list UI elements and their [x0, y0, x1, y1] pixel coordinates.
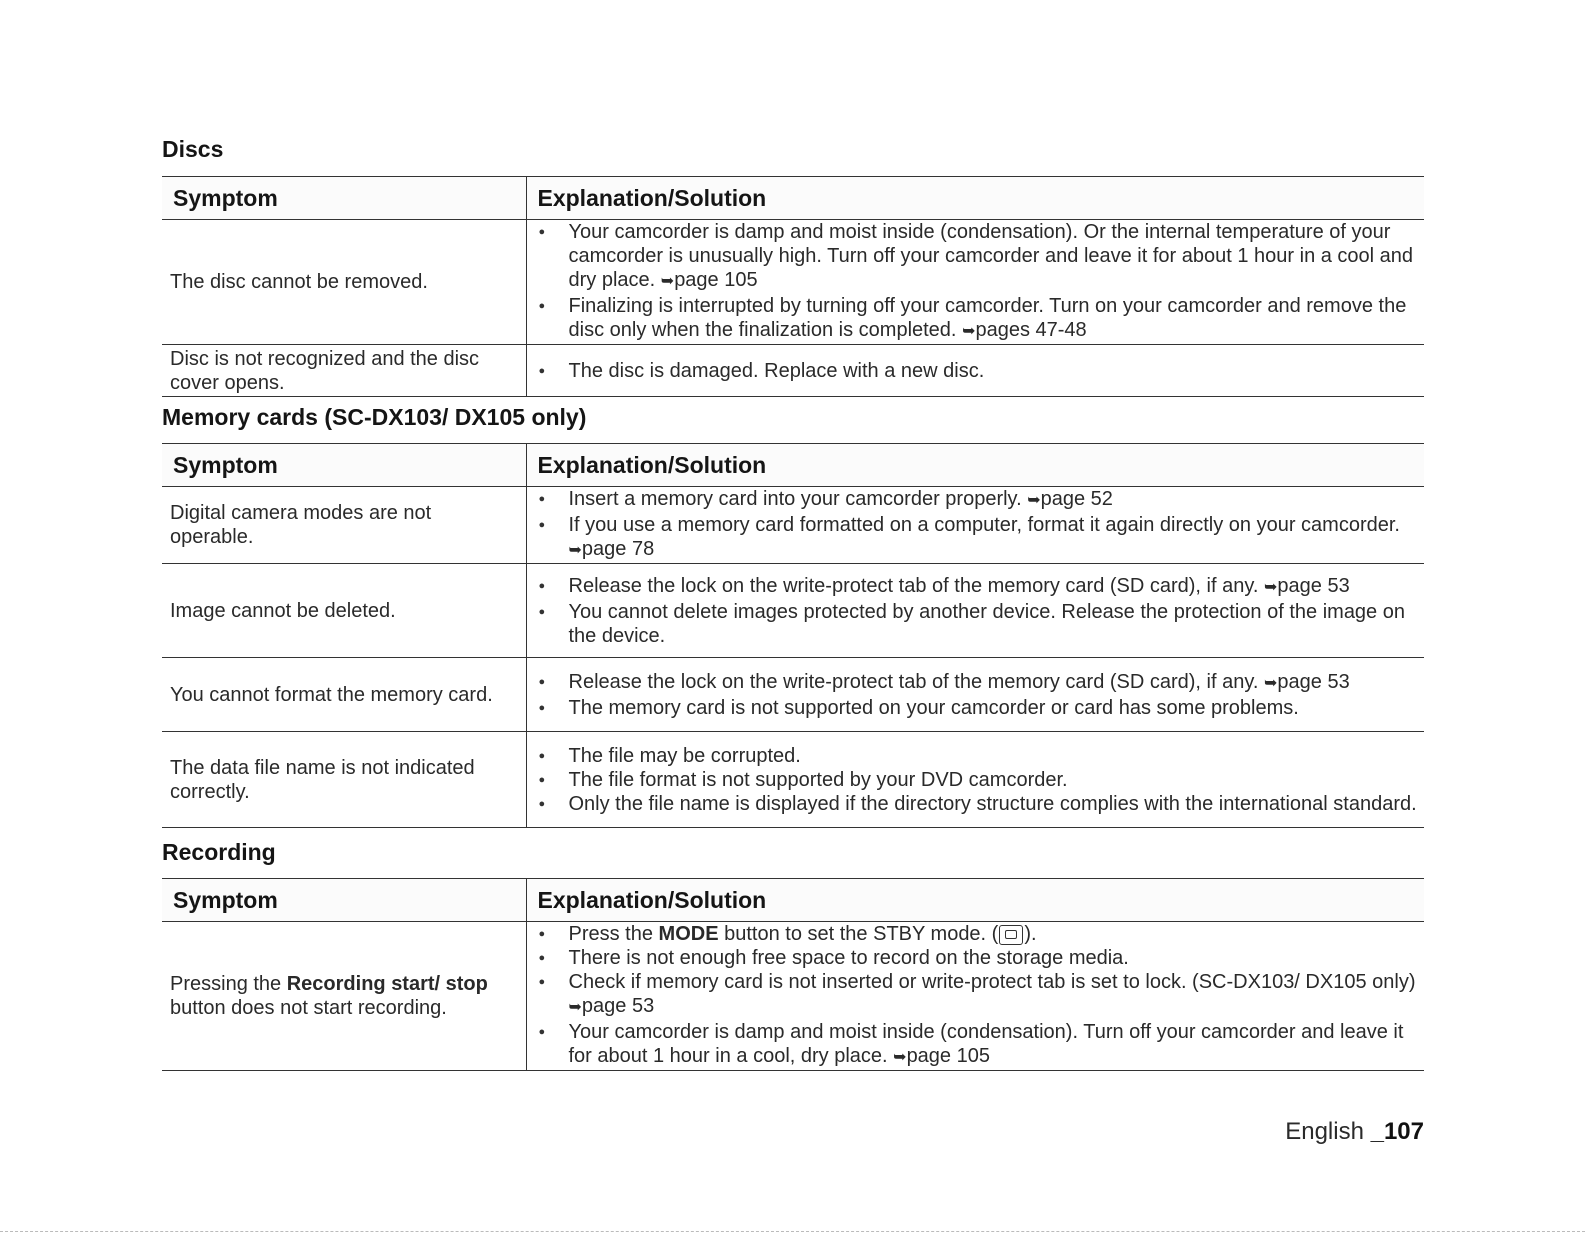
- table-row: [162, 345, 1424, 397]
- solution-cell: [526, 922, 1424, 1071]
- reference-arrow-icon: ➥: [568, 999, 582, 1016]
- solution-item: ● You cannot delete images protected by another device. Release the protection of the image on the device.: [533, 600, 1419, 648]
- page-number: _107: [1370, 1118, 1424, 1145]
- solution-item: ● Your camcorder is damp and moist inside (condensation). Or the internal temperature of your camcorder is unusually high. Turn off your camcorder and leave it for about 1 hour in a cool and dry place. ➥page 105: [533, 220, 1419, 294]
- solution-item: ● The file may be corrupted.: [533, 744, 1419, 768]
- reference-arrow-icon: ➥: [893, 1049, 907, 1066]
- symptom-cell: The data file name is not indicated correctly.: [162, 732, 526, 828]
- solution-item: ● Release the lock on the write-protect tab of the memory card (SD card), if any. ➥page 53: [533, 670, 1419, 696]
- camera-mode-icon: [999, 925, 1023, 945]
- solution-item: ● Finalizing is interrupted by turning off your camcorder. Turn on your camcorder and remove the disc only when the finalization is completed. ➥pages 47-48: [533, 294, 1419, 344]
- symptom-header: Symptom: [162, 879, 526, 922]
- solution-cell: [526, 658, 1424, 732]
- table-row: [162, 220, 1424, 345]
- solution-header: Explanation/Solution: [526, 177, 1424, 220]
- memory-cards-table: [162, 443, 1424, 828]
- solution-item: ● If you use a memory card formatted on a computer, format it again directly on your camcorder. ➥page 78: [533, 513, 1419, 563]
- solution-item: ● Insert a memory card into your camcorder properly. ➥page 52: [533, 487, 1419, 513]
- mode-button-label: MODE: [658, 923, 719, 945]
- solution-header: Explanation/Solution: [526, 879, 1424, 922]
- table-row: [162, 658, 1424, 732]
- table-row: [162, 922, 1424, 1071]
- reference-arrow-icon: ➥: [1263, 674, 1278, 692]
- table-header-row: [162, 879, 1424, 922]
- solution-cell: [526, 220, 1424, 345]
- solution-item: ● Release the lock on the write-protect tab of the memory card (SD card), if any. ➥page 53: [533, 574, 1419, 600]
- page-reference: ➥page 53: [1263, 670, 1350, 693]
- reference-arrow-icon: ➥: [1263, 578, 1278, 596]
- solution-cell: [526, 487, 1424, 564]
- solution-item: ● Press the MODE button to set the STBY mode. ( ).: [533, 922, 1419, 946]
- symptom-cell: Pressing the Recording start/ stop button does not start recording.: [162, 922, 526, 1071]
- table-header-row: [162, 444, 1424, 487]
- solution-cell: [526, 564, 1424, 658]
- page-reference: ➥page 105: [893, 1045, 990, 1067]
- symptom-cell: Digital camera modes are not operable.: [162, 487, 526, 564]
- solution-item: ● There is not enough free space to record on the storage media.: [533, 946, 1419, 970]
- page-reference: ➥pages 47-48: [962, 319, 1087, 341]
- symptom-cell: You cannot format the memory card.: [162, 658, 526, 732]
- bottom-divider: [0, 1231, 1585, 1232]
- solution-item: ● The memory card is not supported on your camcorder or card has some problems.: [533, 696, 1419, 720]
- page-reference: ➥page 53: [568, 995, 655, 1017]
- symptom-header: Symptom: [162, 444, 526, 487]
- page-reference: ➥page 105: [660, 269, 758, 291]
- reference-arrow-icon: ➥: [568, 542, 582, 559]
- symptom-header: Symptom: [162, 177, 526, 220]
- solution-header: Explanation/Solution: [526, 444, 1424, 487]
- solution-item: ● Only the file name is displayed if the directory structure complies with the international standard.: [533, 792, 1419, 816]
- solution-item: ● The disc is damaged. Replace with a new disc.: [533, 359, 1419, 383]
- reference-arrow-icon: ➥: [660, 273, 675, 290]
- table-row: [162, 564, 1424, 658]
- solution-item: ● Your camcorder is damp and moist inside (condensation). Turn off your camcorder and leave it for about 1 hour in a cool, dry place. ➥page 105: [533, 1020, 1419, 1070]
- reference-arrow-icon: ➥: [1027, 492, 1041, 509]
- page-reference: ➥page 52: [1027, 488, 1113, 510]
- table-header-row: [162, 177, 1424, 220]
- solution-cell: [526, 345, 1424, 397]
- footer-language: English: [1285, 1118, 1364, 1145]
- table-row: [162, 487, 1424, 564]
- section-title-memory-cards: Memory cards (SC-DX103/ DX105 only): [162, 404, 587, 430]
- table-row: [162, 732, 1424, 828]
- discs-table: [162, 176, 1424, 397]
- section-title-discs: Discs: [162, 136, 224, 162]
- section-title-recording: Recording: [162, 839, 276, 865]
- page-footer: [1285, 1118, 1424, 1146]
- solution-item: ● The file format is not supported by your DVD camcorder.: [533, 768, 1419, 792]
- recording-table: [162, 878, 1424, 1071]
- symptom-cell: Disc is not recognized and the disc cover opens.: [162, 345, 526, 397]
- reference-arrow-icon: ➥: [962, 323, 976, 340]
- solution-cell: [526, 732, 1424, 828]
- solution-item: ● Check if memory card is not inserted or write-protect tab is set to lock. (SC-DX103/ DX105 only) ➥page 53: [533, 970, 1419, 1020]
- page-reference: ➥page 78: [568, 538, 655, 560]
- page-reference: ➥page 53: [1263, 574, 1350, 597]
- symptom-cell: Image cannot be deleted.: [162, 564, 526, 658]
- symptom-cell: The disc cannot be removed.: [162, 220, 526, 345]
